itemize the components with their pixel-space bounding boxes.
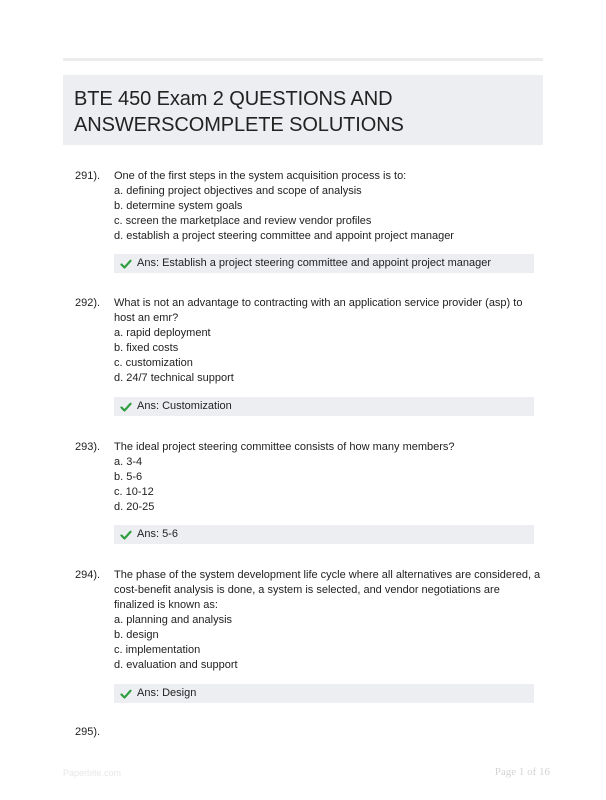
option-d: d. evaluation and support [114,659,238,671]
option-a: a. rapid deployment [114,327,211,339]
page-indicator: Page 1 of 16 [494,766,550,778]
question-body [114,169,542,244]
title-line-1: BTE 450 Exam 2 QUESTIONS AND [74,88,393,110]
question-number: 294). [75,569,101,581]
answer-box [114,525,534,544]
top-divider [63,58,543,61]
option-c: c. screen the marketplace and review vendor profiles [114,215,372,227]
question-text: What is not an advantage to contracting with an application service provider (asp) to host an emr? [114,297,523,324]
question-text: The phase of the system development life cycle where all alternatives are considered, a cost-benefit analysis is done, a system is selected, and vendor negotiations are finalized is known as: [114,569,541,611]
option-d: d. 24/7 technical support [114,372,234,384]
answer-text: Ans: Design [137,687,197,699]
question-body [114,440,542,515]
option-a: a. planning and analysis [114,614,233,626]
option-d: d. establish a project steering committee and appoint project manager [114,230,454,242]
option-a: a. 3-4 [114,456,143,468]
option-a: a. defining project objectives and scope of analysis [114,185,362,197]
option-b: b. design [114,629,159,641]
option-c: c. customization [114,357,193,369]
check-icon [120,688,132,700]
question-number: 295). [75,726,101,738]
check-icon [120,401,132,413]
answer-text: Ans: Customization [137,400,232,412]
question-text: The ideal project steering committee consists of how many members? [114,441,455,453]
answer-box [114,684,534,703]
check-icon [120,529,132,541]
question-number: 291). [75,170,101,182]
title-line-2: ANSWERSCOMPLETE SOLUTIONS [74,114,404,136]
answer-box [114,254,534,273]
option-c: c. 10-12 [114,486,154,498]
document-title [74,86,533,138]
answer-text: Ans: Establish a project steering committee and appoint project manager [137,257,492,269]
question-body [114,296,542,386]
option-b: b. determine system goals [114,200,243,212]
answer-box [114,397,534,416]
option-d: d. 20-25 [114,501,155,513]
footer-watermark: Paperbite.com [63,768,122,778]
question-number: 292). [75,297,101,309]
question-number: 293). [75,441,101,453]
document-title-box [63,75,543,145]
question-text: One of the first steps in the system acquisition process is to: [114,170,407,182]
option-b: b. 5-6 [114,471,143,483]
check-icon [120,258,132,270]
option-c: c. implementation [114,644,201,656]
answer-text: Ans: 5-6 [137,528,178,540]
option-b: b. fixed costs [114,342,179,354]
question-body [114,568,542,673]
